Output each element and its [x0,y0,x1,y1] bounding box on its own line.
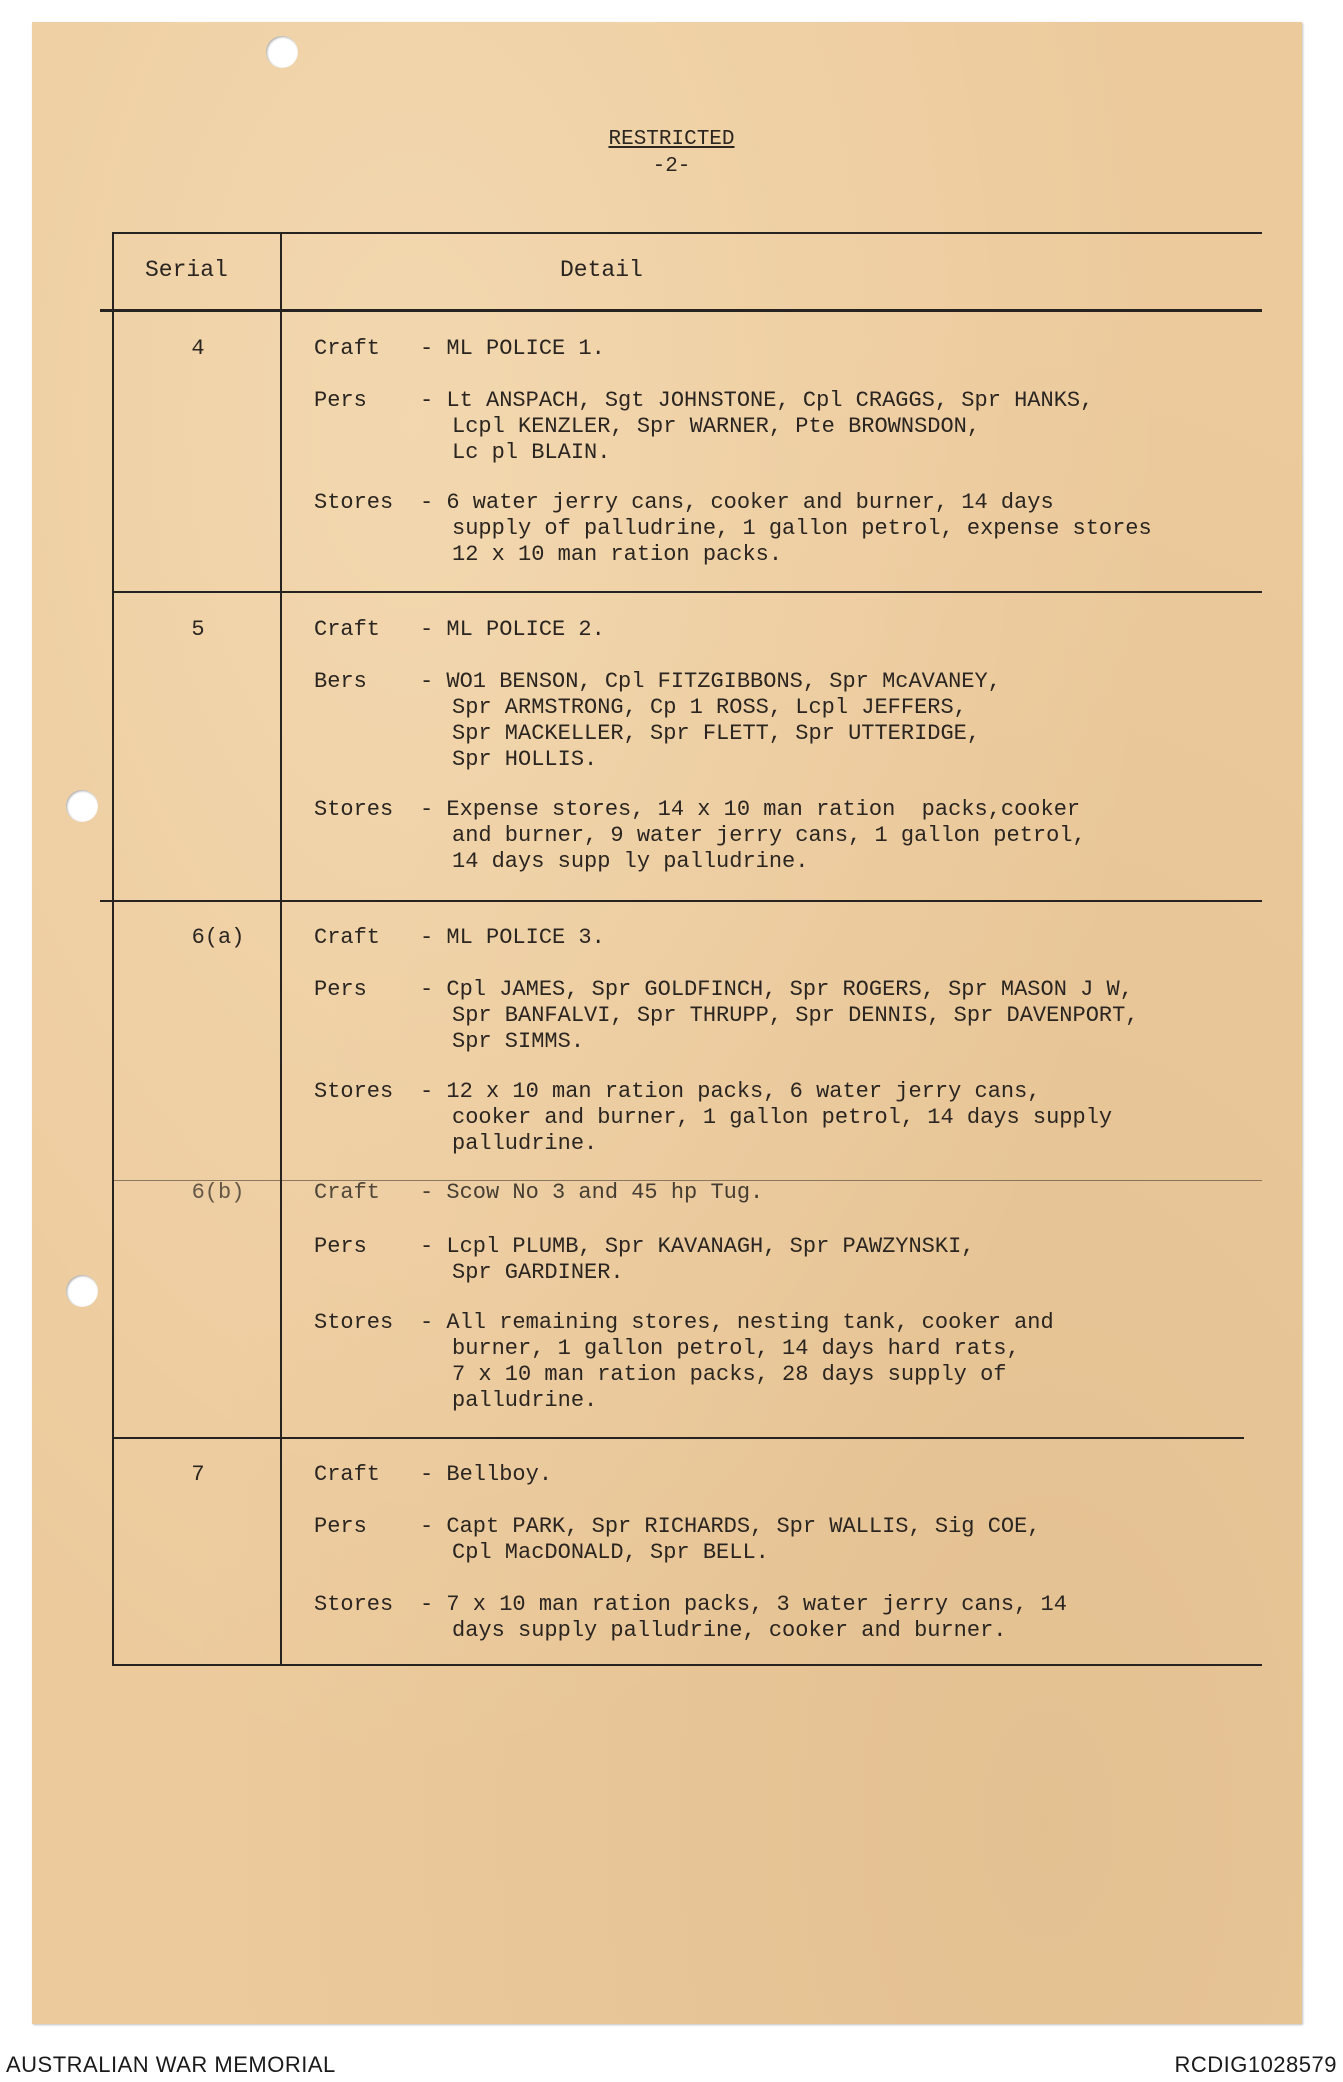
craft-label: Craft [314,617,381,642]
table-top-rule [112,232,1262,234]
pers-line: Cpl MacDONALD, Spr BELL. [452,1540,769,1565]
serial-number: 6(b) [191,1180,245,1205]
punch-hole [66,1275,98,1307]
stores-line: - 6 water jerry cans, cooker and burner, 14 days [420,490,1054,515]
craft-label: Craft [314,1180,381,1205]
stores-label: Stores [314,797,394,822]
craft-label: Craft [314,1462,381,1487]
serial-number: 5 [191,617,205,642]
craft-value: - Scow No 3 and 45 hp Tug. [420,1180,764,1205]
pers-line: Spr BANFALVI, Spr THRUPP, Spr DENNIS, Spr DAVENPORT, [452,1003,1139,1028]
pers-line: - Capt PARK, Spr RICHARDS, Spr WALLIS, Sig COE, [420,1514,1041,1539]
pers-label: Bers [314,669,367,694]
stores-line: burner, 1 gallon petrol, 14 days hard rats, [452,1336,1020,1361]
row-divider [100,900,1262,902]
pers-line: Spr ARMSTRONG, Cp 1 ROSS, Lcpl JEFFERS, [452,695,967,720]
stores-label: Stores [314,490,394,515]
stores-line: and burner, 9 water jerry cans, 1 gallon petrol, [452,823,1086,848]
pers-line: Lcpl KENZLER, Spr WARNER, Pte BROWNSDON, [452,414,981,439]
pers-line: - Lcpl PLUMB, Spr KAVANAGH, Spr PAWZYNSKI, [420,1234,975,1259]
stores-label: Stores [314,1079,394,1104]
pers-label: Pers [314,1234,367,1259]
punch-hole [266,36,298,68]
craft-value: - ML POLICE 3. [420,925,605,950]
classification-label: RESTRICTED [608,128,735,151]
pers-label: Pers [314,977,367,1002]
pers-line: Spr HOLLIS. [452,747,598,772]
serial-number: 7 [191,1462,205,1487]
pers-line: Spr GARDINER. [452,1260,624,1285]
craft-value: - Bellboy. [420,1462,553,1487]
serial-number: 6(a) [191,925,245,950]
stores-line: - 7 x 10 man ration packs, 3 water jerry cans, 14 [420,1592,1067,1617]
stores-line: - 12 x 10 man ration packs, 6 water jerry cans, [420,1079,1041,1104]
detail-column-header: Detail [560,257,643,283]
stores-line: 7 x 10 man ration packs, 28 days supply of [452,1362,1007,1387]
table-header-rule [100,309,1262,312]
stores-line: - All remaining stores, nesting tank, cooker and [420,1310,1054,1335]
stores-line: 12 x 10 man ration packs. [452,542,783,567]
stores-line: supply of palludrine, 1 gallon petrol, expense stores [452,516,1152,541]
stores-label: Stores [314,1592,394,1617]
stores-line: days supply palludrine, cooker and burner. [452,1618,1007,1643]
pers-label: Pers [314,1514,367,1539]
craft-value: - ML POLICE 1. [420,336,605,361]
pers-line: Lc pl BLAIN. [452,440,611,465]
stores-line: cooker and burner, 1 gallon petrol, 14 days supply [452,1105,1113,1130]
page-number: -2- [652,155,691,178]
stores-line: palludrine. [452,1388,598,1413]
row-divider [112,591,1262,593]
punch-hole [66,790,98,822]
pers-line: - WO1 BENSON, Cpl FITZGIBBONS, Spr McAVANEY, [420,669,1001,694]
craft-label: Craft [314,925,381,950]
stores-line: palludrine. [452,1131,598,1156]
left-border [112,232,114,1666]
footer-source: AUSTRALIAN WAR MEMORIAL [6,2052,336,2077]
stores-line: - Expense stores, 14 x 10 man ration packs,cooker [420,797,1081,822]
craft-value: - ML POLICE 2. [420,617,605,642]
column-divider [280,232,282,1666]
craft-label: Craft [314,336,381,361]
pers-line: - Lt ANSPACH, Sgt JOHNSTONE, Cpl CRAGGS, Spr HANKS, [420,388,1094,413]
footer-reference: RCDIG1028579 [1174,2052,1337,2077]
pers-label: Pers [314,388,367,413]
pers-line: Spr SIMMS. [452,1029,585,1054]
stores-label: Stores [314,1310,394,1335]
table-bottom-rule [112,1664,1262,1666]
serial-column-header: Serial [145,257,228,283]
document-header [0,126,1343,180]
pers-line: Spr MACKELLER, Spr FLETT, Spr UTTERIDGE, [452,721,981,746]
stores-line: 14 days supp ly palludrine. [452,849,809,874]
serial-number: 4 [191,336,205,361]
pers-line: - Cpl JAMES, Spr GOLDFINCH, Spr ROGERS, Spr MASON J W, [420,977,1133,1002]
